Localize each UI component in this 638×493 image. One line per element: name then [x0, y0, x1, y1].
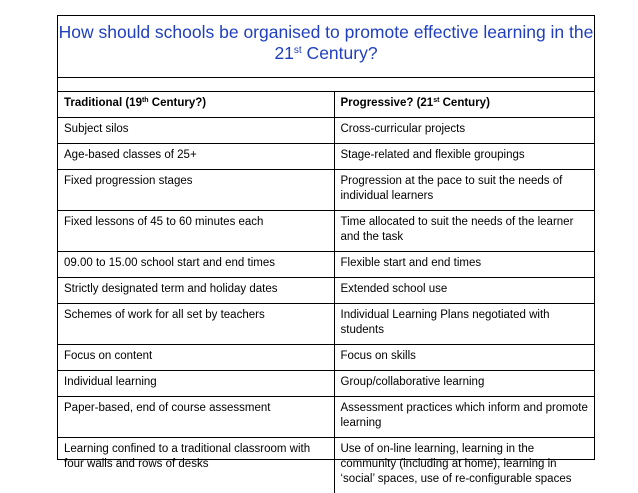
cell-traditional: Subject silos — [58, 118, 334, 144]
cell-progressive: Stage-related and flexible groupings — [334, 144, 594, 170]
cell-progressive: Flexible start and end times — [334, 252, 594, 278]
table-row — [58, 144, 594, 170]
table-header-row — [58, 92, 594, 118]
cell-traditional: Fixed lessons of 45 to 60 minutes each — [58, 211, 334, 252]
cell-progressive: Focus on skills — [334, 345, 594, 371]
table-row — [58, 211, 594, 252]
table-row — [58, 278, 594, 304]
table-row — [58, 252, 594, 278]
title-text-end: Century? — [302, 43, 378, 63]
cell-progressive: Assessment practices which inform and promote learning — [334, 397, 594, 438]
cell-progressive: Individual Learning Plans negotiated with students — [334, 304, 594, 345]
table-row — [58, 397, 594, 438]
cell-traditional: Focus on content — [58, 345, 334, 371]
cell-progressive: Group/collaborative learning — [334, 371, 594, 397]
comparison-table — [58, 91, 594, 493]
cell-traditional: Individual learning — [58, 371, 334, 397]
table-row — [58, 438, 594, 493]
cell-traditional: Schemes of work for all set by teachers — [58, 304, 334, 345]
cell-traditional: Age-based classes of 25+ — [58, 144, 334, 170]
cell-progressive: Time allocated to suit the needs of the learner and the task — [334, 211, 594, 252]
header-progressive: Progressive? (21st Century) — [334, 92, 594, 118]
title-superscript: st — [294, 45, 302, 56]
slide-title — [58, 16, 594, 78]
cell-progressive: Cross-curricular projects — [334, 118, 594, 144]
cell-progressive: Progression at the pace to suit the needs of individual learners — [334, 170, 594, 211]
cell-traditional: Learning confined to a traditional classroom with four walls and rows of desks — [58, 438, 334, 493]
table-row — [58, 345, 594, 371]
cell-progressive: Extended school use — [334, 278, 594, 304]
cell-traditional: Fixed progression stages — [58, 170, 334, 211]
cell-traditional: Paper-based, end of course assessment — [58, 397, 334, 438]
table-row — [58, 118, 594, 144]
slide-frame — [57, 15, 595, 460]
cell-traditional: 09.00 to 15.00 school start and end times — [58, 252, 334, 278]
cell-progressive: Use of on-line learning, learning in the community (including at home), learning in ‘social’ spaces, use of re-configurable spaces — [334, 438, 594, 493]
table-row — [58, 170, 594, 211]
table-row — [58, 371, 594, 397]
header-traditional: Traditional (19th Century?) — [58, 92, 334, 118]
cell-traditional: Strictly designated term and holiday dates — [58, 278, 334, 304]
title-text: How should schools be organised to promote effective learning in the 21 — [59, 22, 594, 63]
table-row — [58, 304, 594, 345]
